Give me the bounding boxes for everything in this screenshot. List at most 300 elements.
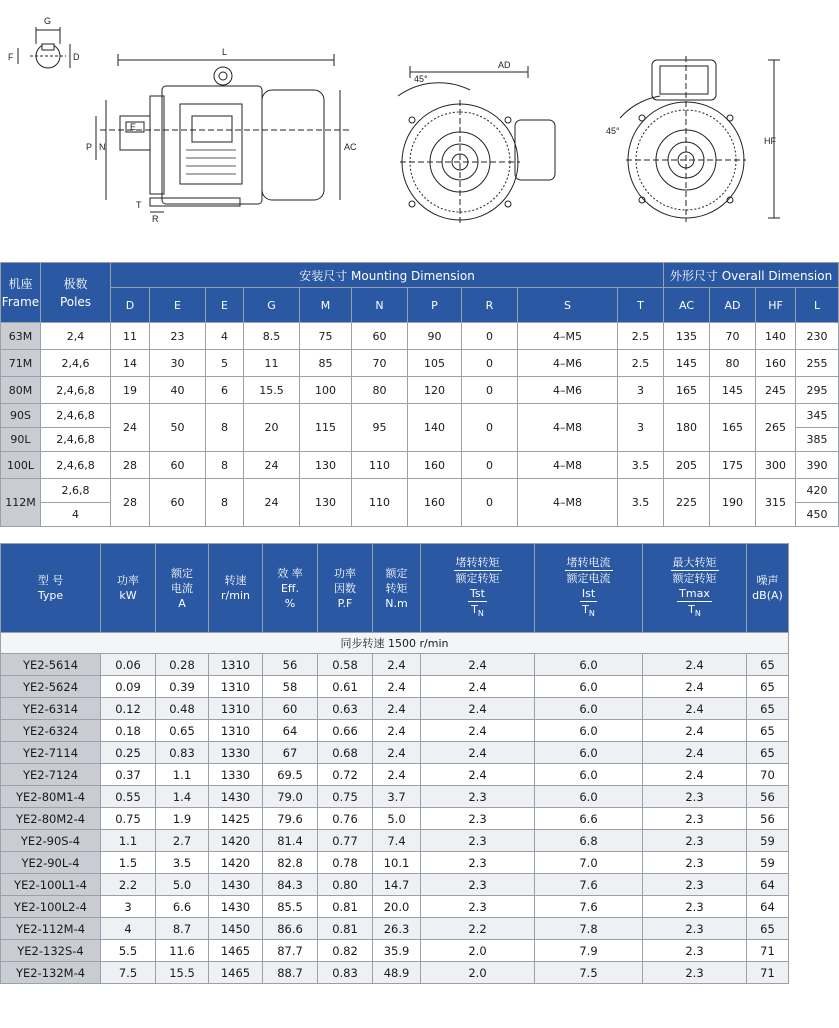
tmax-cell: 2.3 [643,830,747,852]
type-cell: YE2-7114 [1,742,101,764]
ist-den-sub: N [588,609,595,619]
label-p: P [86,142,93,152]
kw-cell: 3 [101,896,156,918]
dim-cell: 4 [206,323,244,350]
dim-cell: 8 [206,479,244,527]
dim-cell: 105 [408,350,462,377]
speed-cell: 1420 [209,852,263,874]
label-ad: AD [498,60,511,70]
noise-cell: 65 [747,654,789,676]
dim-cell: 30 [150,350,206,377]
tst-cell: 2.3 [421,852,535,874]
pf-cell: 0.78 [318,852,373,874]
torque-cell: 26.3 [373,918,421,940]
tmax-cell: 2.3 [643,940,747,962]
tst-cell: 2.3 [421,830,535,852]
efficiency-cell: 88.7 [263,962,318,984]
efficiency-cell: 84.3 [263,874,318,896]
speed-cell: 1420 [209,830,263,852]
tst-cell: 2.4 [421,764,535,786]
ist-cn2: 额定电流 [566,571,611,585]
noise-cell: 70 [747,764,789,786]
dim-cell: 140 [408,404,462,452]
tst-cell: 2.4 [421,698,535,720]
motor-technical-drawings [0,0,790,240]
speed-cell: 1330 [209,742,263,764]
dim-cell: 8.5 [244,323,300,350]
efficiency-cell: 60 [263,698,318,720]
dim-cell: 50 [150,404,206,452]
efficiency-cell: 67 [263,742,318,764]
tst-den-sub: N [477,609,484,619]
type-header-en: Type [37,589,64,602]
tst-cell: 2.4 [421,742,535,764]
type-cell: YE2-90L-4 [1,852,101,874]
table-row [1,786,789,808]
kw-cell: 0.55 [101,786,156,808]
dim-cell: 160 [756,350,796,377]
performance-header-row [1,544,789,633]
length-cell: 385 [796,428,839,452]
poles-cell: 2,4,6,8 [41,377,111,404]
table-row [1,404,839,428]
dim-cell: 0 [462,452,518,479]
frame-cell: 80M [1,377,41,404]
ist-cell: 6.0 [535,764,643,786]
ist-cell: 7.6 [535,874,643,896]
dim-cell: 110 [352,452,408,479]
frame-cell: 71M [1,350,41,377]
ist-cell: 6.0 [535,698,643,720]
dim-cell: 0 [462,323,518,350]
ist-cell: 6.0 [535,742,643,764]
dim-cell: 0 [462,479,518,527]
noise-header-en: dB(A) [752,589,783,602]
ist-cell: 6.0 [535,786,643,808]
pf-cell: 0.80 [318,874,373,896]
speed-cell: 1430 [209,874,263,896]
dim-cell: 70 [710,323,756,350]
pf-header-en: P.F [337,596,353,610]
dim-cell: 75 [300,323,352,350]
tst-cell: 2.0 [421,962,535,984]
speed-cell: 1465 [209,962,263,984]
dim-cell: 120 [408,377,462,404]
label-g: G [44,16,52,26]
pf-cell: 0.76 [318,808,373,830]
tmax-cell: 2.3 [643,962,747,984]
efficiency-cell: 81.4 [263,830,318,852]
dim-cell: 130 [300,479,352,527]
torque-header-en: N.m [385,596,408,610]
kw-cell: 0.06 [101,654,156,676]
col-header: HF [756,288,796,323]
torque-cell: 48.9 [373,962,421,984]
ist-cell: 7.8 [535,918,643,940]
table-row [1,940,789,962]
type-cell: YE2-7124 [1,764,101,786]
label-t: T [136,200,142,210]
efficiency-cell: 82.8 [263,852,318,874]
power-factor-header [318,544,373,633]
label-hf: HF [764,136,776,146]
col-header: R [462,288,518,323]
noise-cell: 65 [747,676,789,698]
kw-cell: 0.18 [101,720,156,742]
dim-cell: 180 [664,404,710,452]
table-row [1,698,789,720]
tmax-cell: 2.3 [643,852,747,874]
current-cell: 0.28 [156,654,209,676]
dim-cell: 165 [664,377,710,404]
ist-cell: 7.9 [535,940,643,962]
kw-cell: 5.5 [101,940,156,962]
pf-cell: 0.81 [318,896,373,918]
pf-cell: 0.63 [318,698,373,720]
mounting-dimension-header: 安装尺寸 Mounting Dimension [111,263,664,288]
table-row [1,918,789,940]
tst-cell: 2.3 [421,874,535,896]
type-cell: YE2-90S-4 [1,830,101,852]
kw-cell: 7.5 [101,962,156,984]
tmax-cell: 2.4 [643,654,747,676]
type-cell: YE2-5624 [1,676,101,698]
dim-cell: 140 [756,323,796,350]
dim-cell: 225 [664,479,710,527]
efficiency-cell: 87.7 [263,940,318,962]
kw-cell: 4 [101,918,156,940]
dim-cell: 160 [408,479,462,527]
dim-cell: 23 [150,323,206,350]
dim-cell: 3.5 [618,452,664,479]
length-cell: 390 [796,452,839,479]
ist-cell: 7.0 [535,852,643,874]
ist-den: T [582,602,589,616]
poles-header-en: Poles [59,294,92,309]
table-row [1,808,789,830]
pf-header-cn2: 因数 [334,581,356,595]
dim-cell: 6 [206,377,244,404]
table-row [1,852,789,874]
current-cell: 0.65 [156,720,209,742]
frame-cell: 90S [1,404,41,428]
tst-cell: 2.4 [421,654,535,676]
col-header: N [352,288,408,323]
poles-cell: 2,6,8 [41,479,111,503]
tmax-cn1: 最大转矩 [672,555,717,569]
speed-cell: 1425 [209,808,263,830]
dim-cell: 11 [244,350,300,377]
torque-cell: 2.4 [373,742,421,764]
tst-cell: 2.2 [421,918,535,940]
col-header: L [796,288,839,323]
dim-cell: 80 [710,350,756,377]
type-header-cn: 型 号 [37,574,64,587]
pf-cell: 0.61 [318,676,373,698]
torque-cell: 3.7 [373,786,421,808]
dim-cell: 4–M8 [518,452,618,479]
label-f: F [8,52,14,62]
label-45-b: 45° [606,126,620,136]
speed-cell: 1330 [209,764,263,786]
col-header: E [206,288,244,323]
ist-num: Ist [581,586,596,600]
torque-cell: 2.4 [373,654,421,676]
label-d: D [73,52,80,62]
type-cell: YE2-132M-4 [1,962,101,984]
dim-cell: 60 [150,479,206,527]
dim-cell: 135 [664,323,710,350]
kw-cell: 0.12 [101,698,156,720]
mounting-dimension-table [0,262,839,527]
label-n: N [99,142,106,152]
dim-cell: 145 [710,377,756,404]
dim-cell: 85 [300,350,352,377]
locked-torque-ratio-header [421,544,535,633]
sync-speed-label: 同步转速 1500 r/min [1,633,789,654]
type-cell: YE2-112M-4 [1,918,101,940]
tst-cell: 2.3 [421,896,535,918]
poles-cell: 2,4,6,8 [41,452,111,479]
tmax-cell: 2.4 [643,676,747,698]
noise-cell: 71 [747,962,789,984]
tst-cell: 2.3 [421,786,535,808]
table-row [1,830,789,852]
current-cell: 6.6 [156,896,209,918]
pf-cell: 0.81 [318,918,373,940]
dim-cell: 24 [244,479,300,527]
pf-cell: 0.82 [318,940,373,962]
locked-current-ratio-header [535,544,643,633]
tst-cell: 2.4 [421,720,535,742]
table-row [1,676,789,698]
type-cell: YE2-80M2-4 [1,808,101,830]
frame-cell: 100L [1,452,41,479]
tmax-den: T [688,602,695,616]
efficiency-cell: 69.5 [263,764,318,786]
current-header-cn2: 电流 [171,581,193,595]
tst-den: T [471,602,478,616]
tmax-num: Tmax [679,586,710,600]
type-cell: YE2-100L1-4 [1,874,101,896]
length-cell: 420 [796,479,839,503]
current-cell: 5.0 [156,874,209,896]
tmax-cell: 2.4 [643,742,747,764]
noise-cell: 65 [747,742,789,764]
col-header: M [300,288,352,323]
torque-cell: 20.0 [373,896,421,918]
col-header: T [618,288,664,323]
dim-cell: 4–M6 [518,350,618,377]
dim-cell: 205 [664,452,710,479]
noise-cell: 59 [747,852,789,874]
table-row [1,962,789,984]
dim-cell: 315 [756,479,796,527]
dim-cell: 4–M8 [518,404,618,452]
poles-cell: 2,4,6,8 [41,404,111,428]
efficiency-header-cn: 效 率 [277,566,303,580]
speed-cell: 1465 [209,940,263,962]
dim-cell: 11 [111,323,150,350]
ist-cell: 7.6 [535,896,643,918]
ist-cn1: 堵转电流 [566,555,611,569]
speed-cell: 1430 [209,896,263,918]
tmax-den-sub: N [694,609,701,619]
current-cell: 0.39 [156,676,209,698]
pf-cell: 0.58 [318,654,373,676]
torque-cell: 2.4 [373,676,421,698]
table-row [1,874,789,896]
torque-header [373,544,421,633]
poles-cell: 2,4,6,8 [41,428,111,452]
current-cell: 0.48 [156,698,209,720]
speed-header-cn: 转速 [224,574,247,587]
dim-cell: 19 [111,377,150,404]
noise-cell: 64 [747,874,789,896]
tmax-cell: 2.3 [643,896,747,918]
torque-header-cn2: 转矩 [385,581,408,595]
length-cell: 255 [796,350,839,377]
dim-cell: 2.5 [618,350,664,377]
noise-cell: 65 [747,698,789,720]
dim-cell: 8 [206,452,244,479]
table-row [1,350,839,377]
efficiency-cell: 79.0 [263,786,318,808]
efficiency-cell: 85.5 [263,896,318,918]
poles-header [41,263,111,323]
kw-cell: 0.09 [101,676,156,698]
tst-cell: 2.4 [421,676,535,698]
noise-cell: 56 [747,808,789,830]
poles-header-cn: 极数 [63,276,88,291]
noise-cell: 71 [747,940,789,962]
dim-cell: 0 [462,350,518,377]
dim-cell: 28 [111,479,150,527]
table-row [1,896,789,918]
type-cell: YE2-100L2-4 [1,896,101,918]
dim-cell: 8 [206,404,244,452]
table-row [1,479,839,503]
performance-rows [1,654,789,984]
current-cell: 8.7 [156,918,209,940]
frame-cell: 63M [1,323,41,350]
dim-cell: 0 [462,377,518,404]
pf-cell: 0.68 [318,742,373,764]
dim-cell: 14 [111,350,150,377]
tst-cell: 2.3 [421,808,535,830]
type-header [1,544,101,633]
speed-cell: 1310 [209,654,263,676]
frame-header-cn: 机座 [8,276,33,291]
torque-cell: 2.4 [373,764,421,786]
efficiency-cell: 64 [263,720,318,742]
torque-cell: 5.0 [373,808,421,830]
noise-header [747,544,789,633]
ist-cell: 7.5 [535,962,643,984]
label-45-a: 45° [414,74,428,84]
tst-cn2: 额定转矩 [455,571,500,585]
noise-cell: 65 [747,720,789,742]
col-header: P [408,288,462,323]
col-header: AC [664,288,710,323]
speed-header [209,544,263,633]
dim-cell: 5 [206,350,244,377]
speed-cell: 1450 [209,918,263,940]
label-r: R [152,214,159,224]
current-cell: 2.7 [156,830,209,852]
tst-cn1: 堵转转矩 [455,555,500,569]
ist-cell: 6.0 [535,676,643,698]
tst-cell: 2.0 [421,940,535,962]
motor-front-view-top-box [620,56,780,222]
current-cell: 1.1 [156,764,209,786]
dim-cell: 4–M6 [518,377,618,404]
tmax-cell: 2.4 [643,720,747,742]
dim-cell: 160 [408,452,462,479]
speed-cell: 1310 [209,698,263,720]
col-header: AD [710,288,756,323]
tmax-cell: 2.4 [643,698,747,720]
speed-cell: 1430 [209,786,263,808]
dim-cell: 175 [710,452,756,479]
tmax-cell: 2.4 [643,764,747,786]
kw-cell: 0.75 [101,808,156,830]
dim-cell: 4–M5 [518,323,618,350]
kw-header [101,544,156,633]
overall-dimension-header: 外形尺寸 Overall Dimension [664,263,839,288]
current-cell: 0.83 [156,742,209,764]
torque-cell: 14.7 [373,874,421,896]
efficiency-cell: 86.6 [263,918,318,940]
table-row [1,764,789,786]
dim-cell: 28 [111,452,150,479]
frame-header-en: Frame [1,294,40,309]
table-row [1,377,839,404]
tmax-cn2: 额定转矩 [672,571,717,585]
noise-cell: 64 [747,896,789,918]
speed-cell: 1310 [209,720,263,742]
current-header [156,544,209,633]
dim-cell: 3.5 [618,479,664,527]
col-header: G [244,288,300,323]
poles-cell: 4 [41,503,111,527]
poles-cell: 2,4,6 [41,350,111,377]
sync-speed-row [1,633,789,654]
pf-cell: 0.83 [318,962,373,984]
kw-cell: 1.1 [101,830,156,852]
dim-cell: 70 [352,350,408,377]
length-cell: 295 [796,377,839,404]
pf-header-cn1: 功率 [334,566,356,580]
tst-num: Tst [470,586,485,600]
dim-cell: 24 [244,452,300,479]
dim-cell: 145 [664,350,710,377]
tmax-cell: 2.3 [643,786,747,808]
tmax-cell: 2.3 [643,874,747,896]
ist-cell: 6.0 [535,654,643,676]
label-ac: AC [344,142,357,152]
label-l: L [222,47,228,57]
type-cell: YE2-5614 [1,654,101,676]
current-header-en: A [178,596,186,610]
frame-cell: 112M [1,479,41,527]
pf-cell: 0.66 [318,720,373,742]
current-header-cn1: 额定 [171,566,193,580]
type-cell: YE2-6324 [1,720,101,742]
efficiency-cell: 79.6 [263,808,318,830]
performance-table [0,543,789,984]
dim-cell: 24 [111,404,150,452]
